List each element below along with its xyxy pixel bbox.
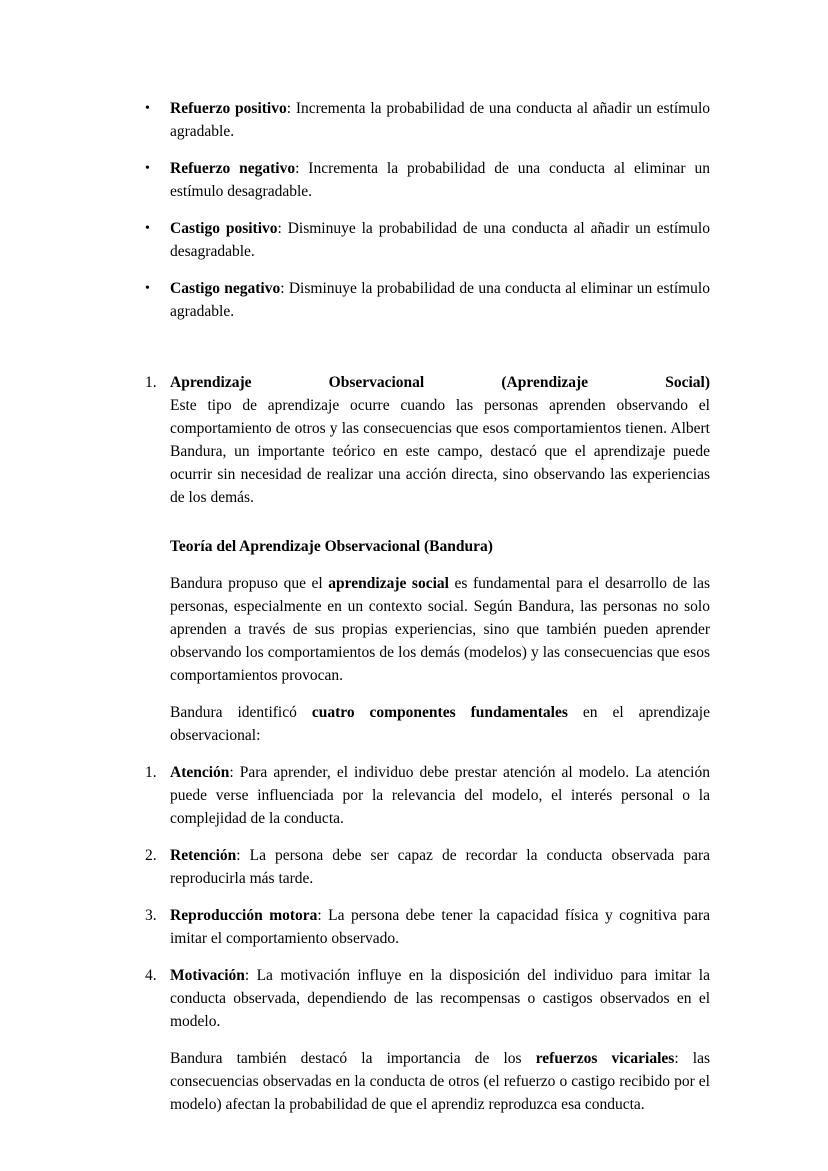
section-title-word: (Aprendizaje bbox=[501, 374, 589, 391]
term-definition: : Para aprender, el individuo debe prestar atención al modelo. La atención puede verse influenciada por la relevancia del modelo, el interés personal o la complejidad de la conducta. bbox=[170, 764, 710, 827]
paragraph-text: es fundamental para el desarrollo de las personas, especialmente en un contexto social. Según Bandura, las personas no solo aprenden a través de sus propias experiencias, sino que también pueden aprender observando los comportamientos de los demás (modelos) y las consecuencias que esos comportamientos provocan. bbox=[170, 575, 710, 684]
bullet-icon: • bbox=[145, 101, 150, 116]
inline-bold: cuatro componentes fundamentales bbox=[311, 704, 568, 721]
term-definition: : Disminuye la probabilidad de una conducta al añadir un estímulo desagradable. bbox=[170, 220, 710, 260]
term-bold: Retención bbox=[170, 847, 237, 864]
numbered-item-text bbox=[170, 904, 710, 950]
item-number: 4. bbox=[145, 967, 157, 984]
item-number: 1. bbox=[145, 764, 157, 781]
numbered-item-text bbox=[170, 964, 710, 1033]
paragraph-text: Bandura identificó bbox=[170, 704, 312, 721]
paragraph-text: Bandura propuso que el bbox=[170, 575, 329, 592]
bullet-list bbox=[145, 97, 710, 323]
section-title-word: Social) bbox=[665, 374, 710, 391]
paragraph-bandura bbox=[170, 572, 710, 687]
term-definition: : Incrementa la probabilidad de una conducta al eliminar un estímulo desagradable. bbox=[170, 160, 710, 200]
term-bold: Castigo positivo bbox=[170, 220, 278, 237]
inline-bold: refuerzos vicariales bbox=[535, 1050, 675, 1067]
term-bold: Castigo negativo bbox=[170, 280, 281, 297]
numbered-item bbox=[145, 964, 710, 1033]
section-intro-paragraph: Este tipo de aprendizaje ocurre cuando las personas aprenden observando el comportamiento de otros y las consecuencias que esos comportamientos tienen. Albert Bandura, un importante teórico en este campo, destacó que el aprendizaje puede ocurrir sin necesidad de realizar una acción directa, sino observando las experiencias de los demás. bbox=[170, 397, 710, 506]
list-item bbox=[145, 217, 710, 263]
numbered-item bbox=[145, 761, 710, 830]
list-item bbox=[145, 277, 710, 323]
section-gap bbox=[145, 337, 710, 371]
term-bold: Refuerzo positivo bbox=[170, 100, 287, 117]
list-item bbox=[145, 157, 710, 203]
section-title-word: Aprendizaje bbox=[170, 374, 252, 391]
list-item-text bbox=[170, 157, 710, 203]
list-item-text bbox=[170, 277, 710, 323]
bullet-icon: • bbox=[145, 221, 150, 236]
inline-bold: aprendizaje social bbox=[328, 575, 449, 592]
term-bold: Atención bbox=[170, 764, 230, 781]
list-item bbox=[145, 97, 710, 143]
subheading: Teoría del Aprendizaje Observacional (Bandura) bbox=[170, 538, 493, 555]
paragraph-text: en el aprendizaje observacional: bbox=[170, 704, 710, 744]
numbered-item bbox=[145, 904, 710, 950]
term-definition: : Disminuye la probabilidad de una conducta al eliminar un estímulo agradable. bbox=[170, 280, 710, 320]
numbered-list bbox=[145, 761, 710, 1033]
list-item-text bbox=[170, 217, 710, 263]
paragraph-componentes bbox=[170, 701, 710, 747]
section-title bbox=[170, 371, 710, 394]
section-number: 1. bbox=[145, 374, 157, 391]
term-definition: : La motivación influye en la disposición del individuo para imitar la conducta observada, dependiendo de las recompensas o castigos observados en el modelo. bbox=[170, 967, 710, 1030]
bullet-icon: • bbox=[145, 281, 150, 296]
term-definition: : La persona debe ser capaz de recordar la conducta observada para reproducirla más tarde. bbox=[170, 847, 710, 887]
term-definition: : La persona debe tener la capacidad física y cognitiva para imitar el comportamiento observado. bbox=[170, 907, 710, 947]
paragraph-vicariales bbox=[170, 1047, 710, 1116]
term-bold: Refuerzo negativo bbox=[170, 160, 296, 177]
term-bold: Motivación bbox=[170, 967, 245, 984]
bullet-icon: • bbox=[145, 161, 150, 176]
paragraph-text: Bandura también destacó la importancia de los bbox=[170, 1050, 536, 1067]
numbered-item bbox=[145, 844, 710, 890]
item-number: 2. bbox=[145, 847, 157, 864]
numbered-item-text bbox=[170, 761, 710, 830]
term-definition: : Incrementa la probabilidad de una conducta al añadir un estímulo agradable. bbox=[170, 100, 711, 140]
section-title-word: Observacional bbox=[328, 374, 425, 391]
section-heading bbox=[145, 371, 710, 394]
list-item-text bbox=[170, 97, 710, 143]
term-bold: Reproducción motora bbox=[170, 907, 318, 924]
paragraph-text: : las consecuencias observadas en la conducta de otros (el refuerzo o castigo recibido por el modelo) afectan la probabilidad de que el aprendiz reproduzca esa conducta. bbox=[170, 1050, 710, 1113]
numbered-item-text bbox=[170, 844, 710, 890]
item-number: 3. bbox=[145, 907, 157, 924]
